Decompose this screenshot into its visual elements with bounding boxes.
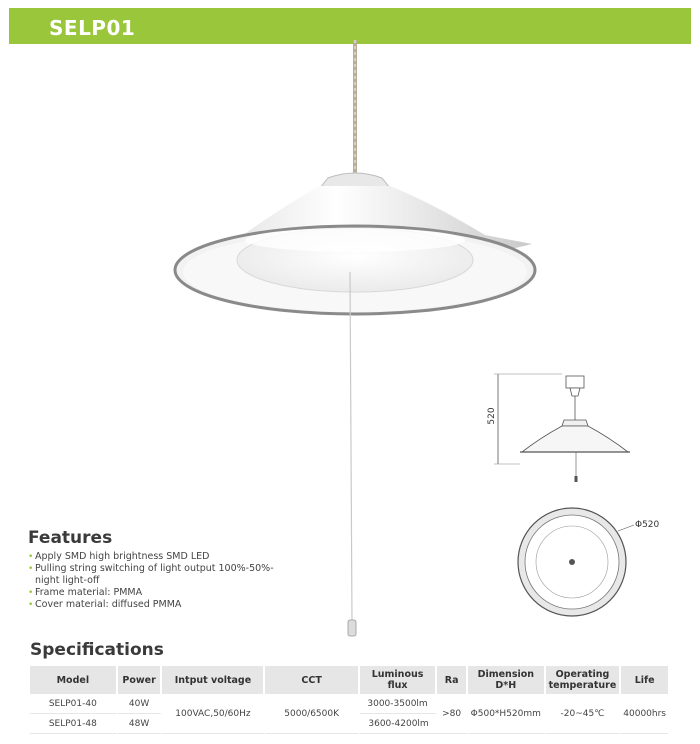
cell-model: SELP01-48: [30, 714, 118, 734]
side-view-drawing: [487, 368, 650, 493]
pull-string: [350, 272, 352, 622]
column-header-power: Power: [118, 666, 163, 694]
cell-dimension: Φ500*H520mm: [468, 694, 546, 734]
specifications-table: [30, 666, 668, 734]
features-list: [28, 551, 298, 611]
cell-input-voltage: 100VAC,50/60Hz: [162, 694, 265, 734]
cell-power: 48W: [118, 714, 163, 734]
table-row: [30, 694, 668, 714]
column-header-life: Life: [621, 666, 668, 694]
column-header-input-voltage: Intput voltage: [162, 666, 265, 694]
pull-string-handle: [348, 620, 356, 636]
table-header-row: [30, 666, 668, 694]
lamp-canopy: [320, 173, 390, 188]
header-bar: [9, 8, 691, 44]
feature-item: • Apply SMD high brightness SMD LED: [28, 551, 298, 563]
column-header-ra: Ra: [437, 666, 468, 694]
feature-item: • Frame material: PMMA: [28, 587, 298, 599]
bottom-view-drawing: [510, 505, 680, 620]
column-header-dimension: Dimension D*H: [468, 666, 546, 694]
column-header-cct: CCT: [265, 666, 359, 694]
cell-luminous-flux: 3000-3500lm: [360, 694, 437, 714]
page-title: SELP01: [49, 16, 136, 40]
cell-cct: 5000/6500K: [265, 694, 359, 734]
features-heading: Features: [28, 528, 113, 548]
feature-item: • Cover material: diffused PMMA: [28, 599, 298, 611]
cell-model: SELP01-40: [30, 694, 118, 714]
cell-power: 40W: [118, 694, 163, 714]
column-header-model: Model: [30, 666, 118, 694]
column-header-luminous-flux: Luminous flux: [360, 666, 437, 694]
cell-ra: >80: [437, 694, 468, 734]
height-dimension-label: 520: [487, 407, 497, 425]
features-section: [28, 528, 298, 611]
cell-luminous-flux: 3600-4200lm: [360, 714, 437, 734]
diameter-dimension-label: Φ520: [635, 520, 660, 530]
feature-item: • Pulling string switching of light output 100%-50%-night light-off: [28, 563, 298, 587]
specifications-heading: Specifications: [30, 640, 164, 660]
column-header-operating-temperature: Operating temperature: [546, 666, 622, 694]
cell-operating-temperature: -20~45℃: [546, 694, 622, 734]
cell-life: 40000hrs: [621, 694, 668, 734]
